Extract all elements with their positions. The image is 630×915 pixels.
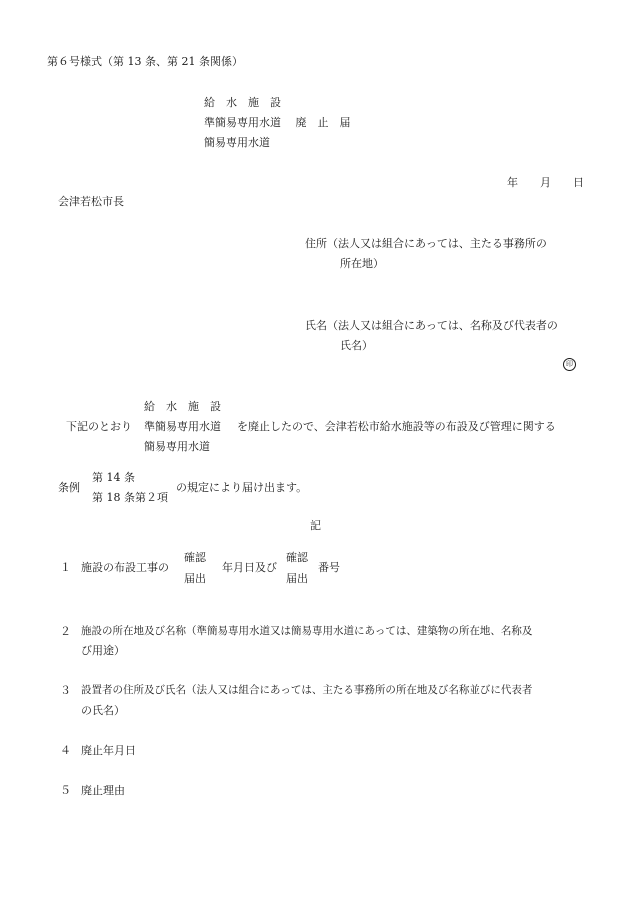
item1-stack-b-notify: 届出 (286, 572, 308, 585)
item3-number: ３ (60, 684, 71, 697)
title-line-water-facility: 給 水 施 設 (204, 96, 281, 109)
item3-text-cont: の氏名） (81, 704, 125, 717)
address-label-cont: 所在地） (340, 257, 384, 270)
item1-stack-b-confirm: 確認 (286, 551, 308, 564)
body-main-text: を廃止したので、会津若松市給水施設等の布設及び管理に関する (237, 420, 556, 433)
body-stack-quasi-simple: 準簡易専用水道 (144, 420, 221, 433)
name-label-cont: 氏名） (340, 339, 373, 352)
body-prefix: 下記のとおり (66, 420, 132, 433)
ki-heading: 記 (310, 519, 321, 532)
item2-number: ２ (60, 625, 71, 638)
item2-text: 施設の所在地及び名称（準簡易専用水道又は簡易専用水道にあっては、建築物の所在地、名称及 (81, 625, 533, 637)
date-field: 年 月 日 (507, 176, 584, 189)
item1-text-c: 番号 (318, 561, 340, 574)
ordinance-label: 条例 (58, 481, 80, 494)
item5-text: 廃止理由 (81, 784, 125, 797)
item1-text-b: 年月日及び (222, 561, 277, 574)
item2-text-cont: び用途） (81, 644, 125, 657)
addressee: 会津若松市長 (58, 195, 124, 208)
item1-stack-a-confirm: 確認 (184, 551, 206, 564)
item4-text: 廃止年月日 (81, 744, 136, 757)
item3-text: 設置者の住所及び氏名（法人又は組合にあっては、主たる事務所の所在地及び名称並びに代表者 (81, 684, 533, 696)
ordinance-article-18: 第 18 条第２項 (92, 491, 168, 504)
address-label: 住所（法人又は組合にあっては、主たる事務所の (305, 237, 547, 250)
item4-number: ４ (60, 744, 71, 757)
form-number: 第６号様式（第 13 条、第 21 条関係） (47, 55, 243, 68)
item1-number: １ (60, 561, 71, 574)
item1-stack-a-notify: 届出 (184, 572, 206, 585)
seal-mark: 印 (563, 358, 576, 371)
body-stack-simple: 簡易専用水道 (144, 440, 210, 453)
title-line-simple-waterworks: 簡易専用水道 (204, 136, 270, 149)
item1-text-a: 施設の布設工事の (81, 561, 169, 574)
item5-number: ５ (60, 784, 71, 797)
name-label: 氏名（法人又は組合にあっては、名称及び代表者の (305, 319, 558, 332)
ordinance-article-14: 第 14 条 (92, 471, 135, 484)
body-stack-water-facility: 給 水 施 設 (144, 400, 221, 413)
title-line-quasi-simple-waterworks: 準簡易専用水道 廃 止 届 (204, 116, 351, 129)
body-suffix: の規定により届け出ます。 (176, 481, 308, 494)
